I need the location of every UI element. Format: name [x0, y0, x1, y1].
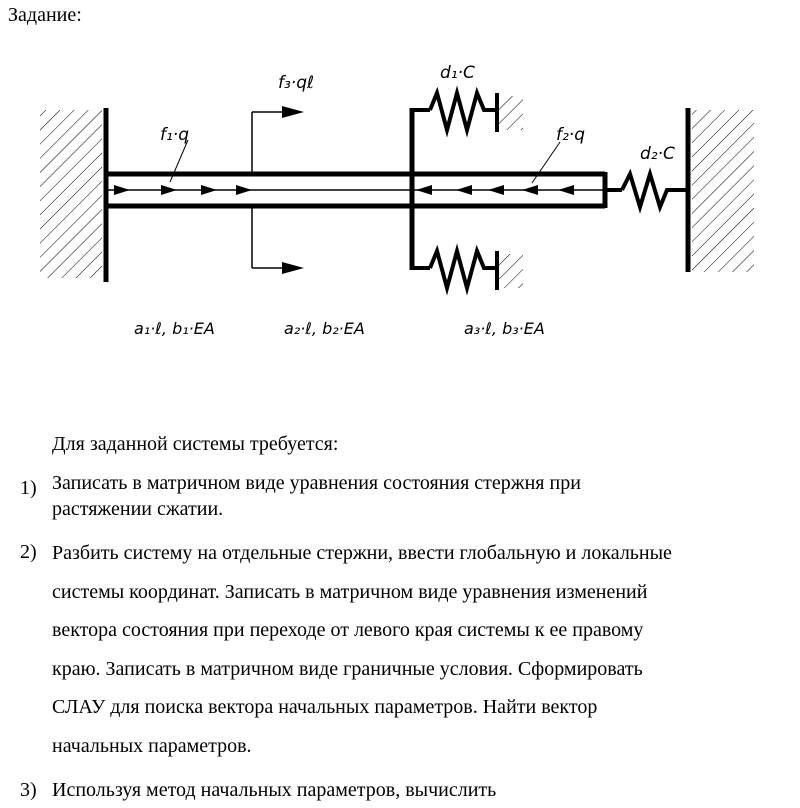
spring-bottom-ground-hatch [499, 254, 523, 288]
item-number: 1) [20, 477, 37, 499]
load-arrow [488, 185, 504, 195]
spring-top-coil [430, 93, 497, 130]
load-arrow [201, 185, 217, 195]
task-heading: Задание: [8, 4, 82, 26]
load-arrow [114, 185, 130, 195]
f2-leader-line [532, 142, 560, 183]
f2-label: f₂·q [556, 125, 585, 145]
item-line: вектора состояния при переходе от левого края системы к ее правому [52, 619, 644, 641]
item-line: Записать в матричном виде уравнения состояния стержня при [52, 472, 581, 494]
item-line: растяжении сжатии. [52, 498, 224, 520]
left-wall-hatch [40, 110, 102, 278]
item-line: Используя метод начальных параметров, вычислить [52, 779, 497, 801]
load-arrow [236, 185, 252, 195]
item-line: краю. Записать в матричном виде граничные условия. Сформировать [52, 657, 643, 680]
load-arrow [456, 185, 472, 195]
item-line: начальных параметров. [52, 734, 252, 757]
segment-label-1: a₁·ℓ, b₁·EA [134, 319, 215, 338]
item-line: системы координат. Записать в матричном виде уравнения изменений [52, 580, 648, 603]
load-arrow [416, 185, 432, 195]
distributed-load-f2 [416, 142, 574, 195]
f3-label: f₃·qℓ [278, 73, 315, 93]
load-arrow [522, 185, 538, 195]
f1-label: f₁·q [160, 125, 189, 145]
spring-top-ground-hatch [499, 96, 523, 130]
item-line: СЛАУ для поиска вектора начальных параметров. Найти вектор [52, 696, 598, 718]
d2-label: d₂·C [640, 144, 675, 164]
load-arrow [558, 185, 574, 195]
segment-label-3: a₃·ℓ, b₃·EA [464, 319, 545, 338]
item-text [52, 772, 792, 808]
right-wall [688, 108, 754, 272]
spring-d2-coil [622, 174, 688, 207]
f3-top-arrowhead [282, 106, 304, 118]
task-intro: Для заданной системы требуется: [52, 433, 339, 455]
structural-diagram [0, 0, 800, 400]
right-wall-hatch [692, 110, 754, 272]
distributed-load-f1 [114, 140, 252, 195]
spring-d2 [605, 174, 688, 207]
item-text [52, 470, 792, 522]
segment-label-2: a₂·ℓ, b₂·EA [284, 319, 365, 338]
load-arrow [161, 185, 177, 195]
item-number: 2) [20, 541, 37, 563]
left-wall [40, 108, 106, 282]
item-number: 3) [20, 779, 37, 801]
spring-bottom-coil [430, 251, 497, 288]
item-line: Разбить систему на отдельные стержни, ввести глобальную и локальные [52, 542, 672, 564]
item-text [52, 534, 792, 765]
d1-label: d₁·C [440, 63, 475, 83]
f3-bottom-arrowhead [282, 262, 304, 274]
